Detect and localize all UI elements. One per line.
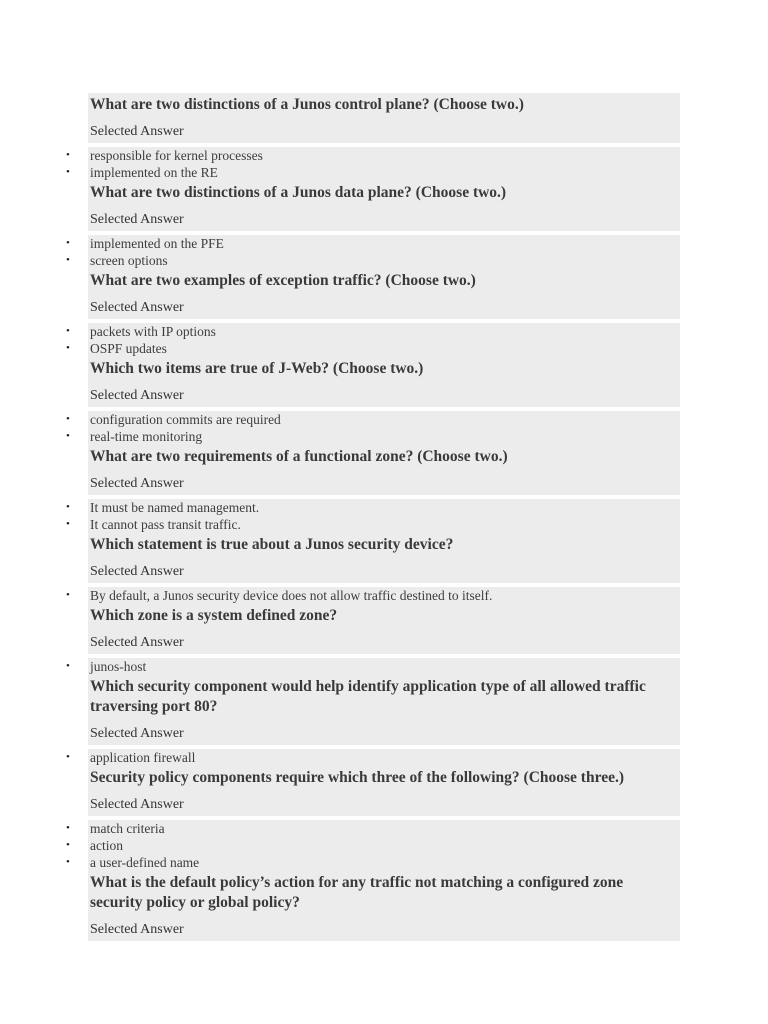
answer-item xyxy=(66,837,680,854)
selected-answer-label: Selected Answer xyxy=(90,635,184,650)
question-10 xyxy=(0,871,768,941)
question-3 xyxy=(0,269,768,357)
bullet-icon: • xyxy=(66,820,70,837)
question-8 xyxy=(0,675,768,766)
bullet-icon: • xyxy=(66,411,70,428)
answer-text: a user-defined name xyxy=(90,855,200,870)
bullet-icon: • xyxy=(66,854,70,871)
bullet-icon: • xyxy=(66,340,70,357)
answer-text: responsible for kernel processes xyxy=(90,148,263,163)
answer-text: packets with IP options xyxy=(90,324,216,339)
question-1 xyxy=(0,93,768,181)
answer-list xyxy=(0,749,768,766)
answer-text: It must be named management. xyxy=(90,500,260,515)
bullet-icon: • xyxy=(66,428,70,445)
answer-list xyxy=(0,147,768,181)
answer-list xyxy=(0,499,768,533)
question-6 xyxy=(0,533,768,604)
answer-item xyxy=(66,587,680,604)
answer-text: action xyxy=(90,838,123,853)
answer-text: configuration commits are required xyxy=(90,412,281,427)
answer-list xyxy=(0,411,768,445)
selected-answer-label: Selected Answer xyxy=(90,564,184,579)
question-block xyxy=(88,871,680,941)
question-text: What are two distinctions of a Junos data plane? (Choose two.) xyxy=(90,184,507,201)
question-9 xyxy=(0,766,768,871)
question-2 xyxy=(0,181,768,269)
question-7 xyxy=(0,604,768,675)
answer-item xyxy=(66,235,680,252)
answer-text: application firewall xyxy=(90,750,196,765)
bullet-icon: • xyxy=(66,749,70,766)
bullet-icon: • xyxy=(66,235,70,252)
bullet-icon: • xyxy=(66,252,70,269)
selected-answer-label: Selected Answer xyxy=(90,797,184,812)
question-text: What are two examples of exception traffic? (Choose two.) xyxy=(90,272,476,289)
answer-item xyxy=(66,323,680,340)
question-block xyxy=(88,766,680,816)
answer-list xyxy=(0,235,768,269)
question-block xyxy=(88,181,680,231)
answer-item xyxy=(66,147,680,164)
question-4 xyxy=(0,357,768,445)
answer-item xyxy=(66,411,680,428)
answer-list xyxy=(0,323,768,357)
question-text: What are two requirements of a functional zone? (Choose two.) xyxy=(90,448,508,465)
bullet-icon: • xyxy=(66,837,70,854)
answer-text: By default, a Junos security device does not allow traffic destined to itself. xyxy=(90,588,493,603)
answer-item xyxy=(66,252,680,269)
answer-item xyxy=(66,516,680,533)
selected-answer-label: Selected Answer xyxy=(90,300,184,315)
question-text: What is the default policy’s action for any traffic not matching a configured zone security policy or global policy? xyxy=(90,874,624,911)
answer-text: implemented on the RE xyxy=(90,165,218,180)
question-text: Which two items are true of J-Web? (Choose two.) xyxy=(90,360,424,377)
question-block xyxy=(88,533,680,583)
answer-item xyxy=(66,658,680,675)
question-block xyxy=(88,357,680,407)
question-block xyxy=(88,604,680,654)
answer-text: match criteria xyxy=(90,821,165,836)
answer-item xyxy=(66,340,680,357)
selected-answer-label: Selected Answer xyxy=(90,212,184,227)
bullet-icon: • xyxy=(66,499,70,516)
quiz-page xyxy=(0,93,768,941)
answer-item xyxy=(66,499,680,516)
answer-list xyxy=(0,820,768,871)
selected-answer-label: Selected Answer xyxy=(90,388,184,403)
answer-text: It cannot pass transit traffic. xyxy=(90,517,241,532)
answer-list xyxy=(0,587,768,604)
selected-answer-label: Selected Answer xyxy=(90,922,184,937)
answer-text: screen options xyxy=(90,253,168,268)
selected-answer-label: Selected Answer xyxy=(90,124,184,139)
answer-text: real-time monitoring xyxy=(90,429,203,444)
answer-item xyxy=(66,854,680,871)
question-text: Which statement is true about a Junos security device? xyxy=(90,536,454,553)
bullet-icon: • xyxy=(66,147,70,164)
question-text: Which security component would help identify application type of all allowed traffic traversing port 80? xyxy=(90,678,646,715)
answer-item xyxy=(66,820,680,837)
question-block xyxy=(88,269,680,319)
answer-text: junos-host xyxy=(90,659,147,674)
question-text: What are two distinctions of a Junos control plane? (Choose two.) xyxy=(90,96,524,113)
answer-text: implemented on the PFE xyxy=(90,236,224,251)
answer-item xyxy=(66,428,680,445)
question-5 xyxy=(0,445,768,533)
bullet-icon: • xyxy=(66,587,70,604)
question-block xyxy=(88,675,680,745)
question-block xyxy=(88,93,680,143)
answer-list xyxy=(0,658,768,675)
bullet-icon: • xyxy=(66,164,70,181)
question-block xyxy=(88,445,680,495)
answer-item xyxy=(66,164,680,181)
question-text: Security policy components require which three of the following? (Choose three.) xyxy=(90,769,624,786)
answer-text: OSPF updates xyxy=(90,341,167,356)
bullet-icon: • xyxy=(66,516,70,533)
selected-answer-label: Selected Answer xyxy=(90,476,184,491)
bullet-icon: • xyxy=(66,323,70,340)
selected-answer-label: Selected Answer xyxy=(90,726,184,741)
answer-item xyxy=(66,749,680,766)
question-text: Which zone is a system defined zone? xyxy=(90,607,338,624)
bullet-icon: • xyxy=(66,658,70,675)
